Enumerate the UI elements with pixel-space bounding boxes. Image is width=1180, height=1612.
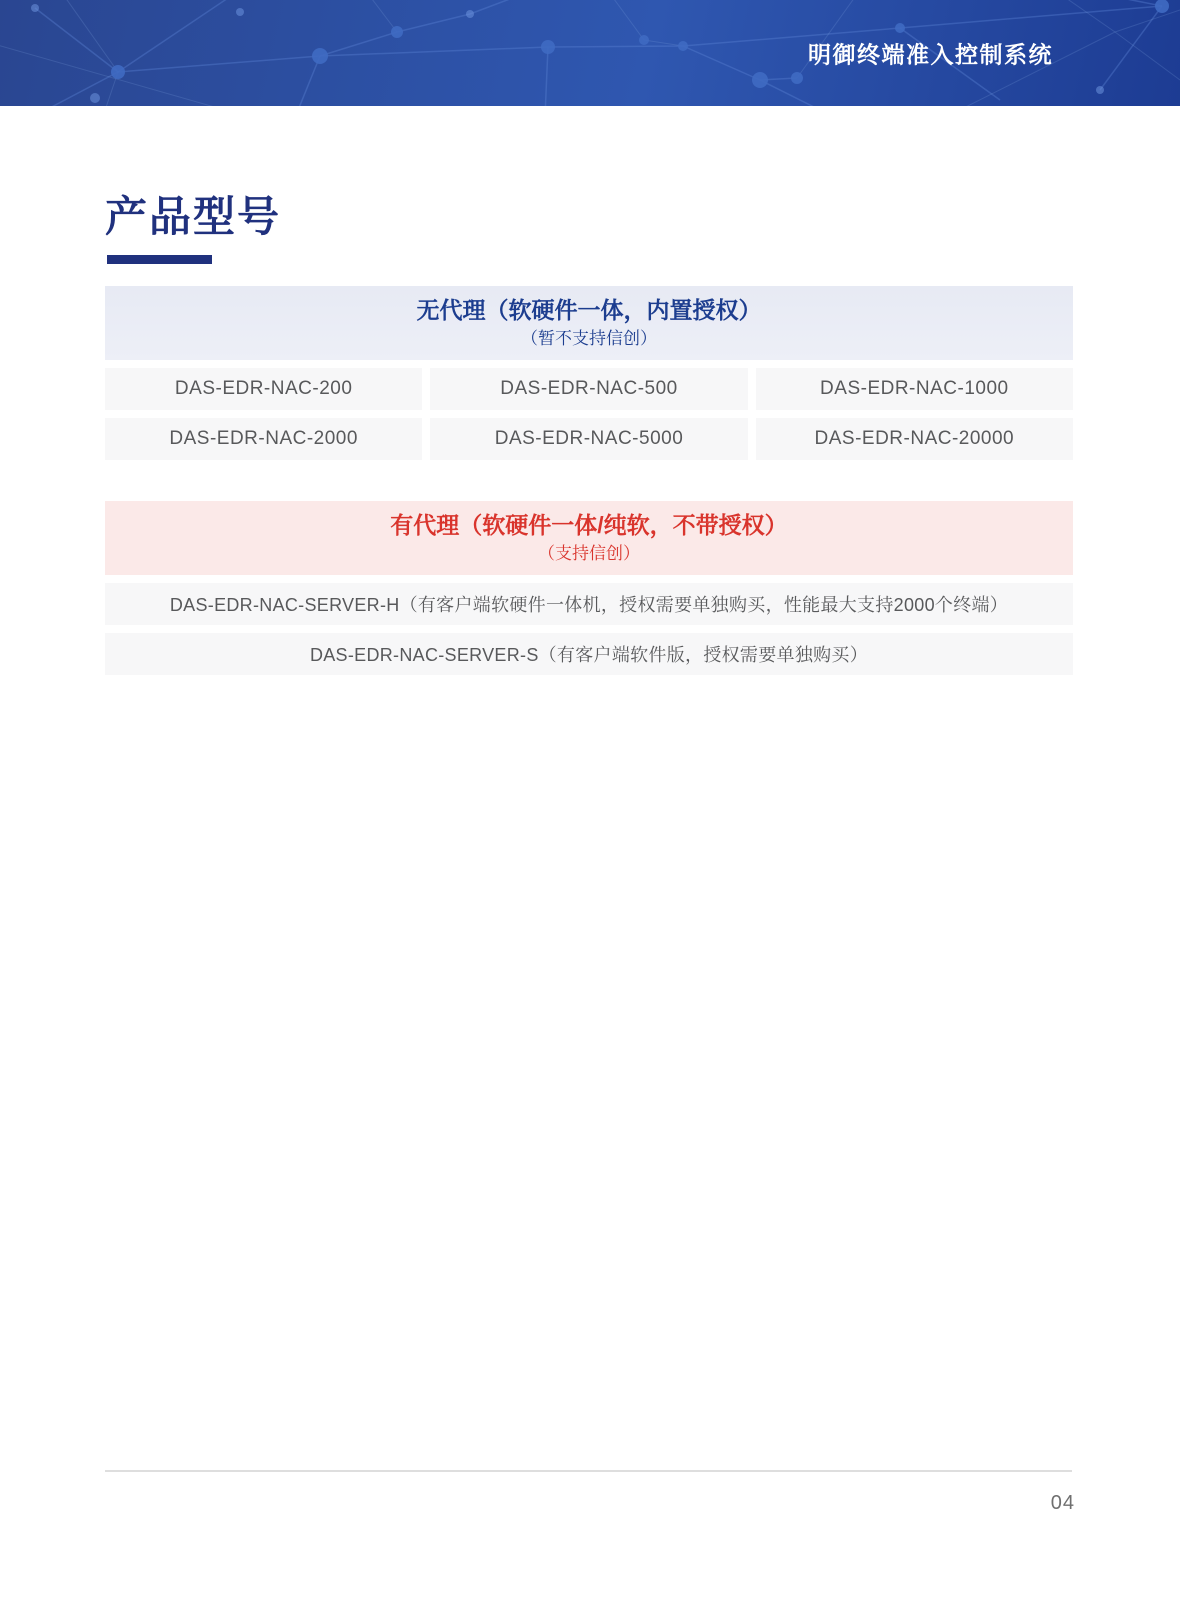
section-agent-title: 有代理（软硬件一体/纯软，不带授权） [390, 511, 788, 538]
section-agentless-subtitle: （暂不支持信创） [521, 329, 657, 349]
section-header-agent [105, 501, 1073, 575]
page-number: 04 [1050, 1492, 1075, 1514]
page-title: 产品型号 [105, 193, 282, 240]
section-header-agentless [105, 286, 1073, 360]
content-column [105, 193, 1073, 675]
model-cell: DAS-EDR-NAC-2000 [105, 418, 422, 460]
agent-model-row: DAS-EDR-NAC-SERVER-S（有客户端软件版，授权需要单独购买） [105, 633, 1073, 675]
model-cell: DAS-EDR-NAC-20000 [756, 418, 1073, 460]
agent-model-row: DAS-EDR-NAC-SERVER-H（有客户端软硬件一体机，授权需要单独购买，性能最大支持2000个终端） [105, 583, 1073, 625]
banner-title: 明御终端准入控制系统 [808, 41, 1053, 68]
title-underline [107, 255, 212, 264]
section-agent-subtitle: （支持信创） [538, 544, 640, 564]
footer-divider [105, 1470, 1072, 1472]
agentless-model-grid [105, 368, 1073, 460]
model-cell: DAS-EDR-NAC-5000 [430, 418, 747, 460]
model-cell: DAS-EDR-NAC-1000 [756, 368, 1073, 410]
page-header-banner [0, 0, 1180, 106]
section-agentless-title: 无代理（软硬件一体，内置授权） [416, 296, 762, 323]
model-cell: DAS-EDR-NAC-200 [105, 368, 422, 410]
model-cell: DAS-EDR-NAC-500 [430, 368, 747, 410]
